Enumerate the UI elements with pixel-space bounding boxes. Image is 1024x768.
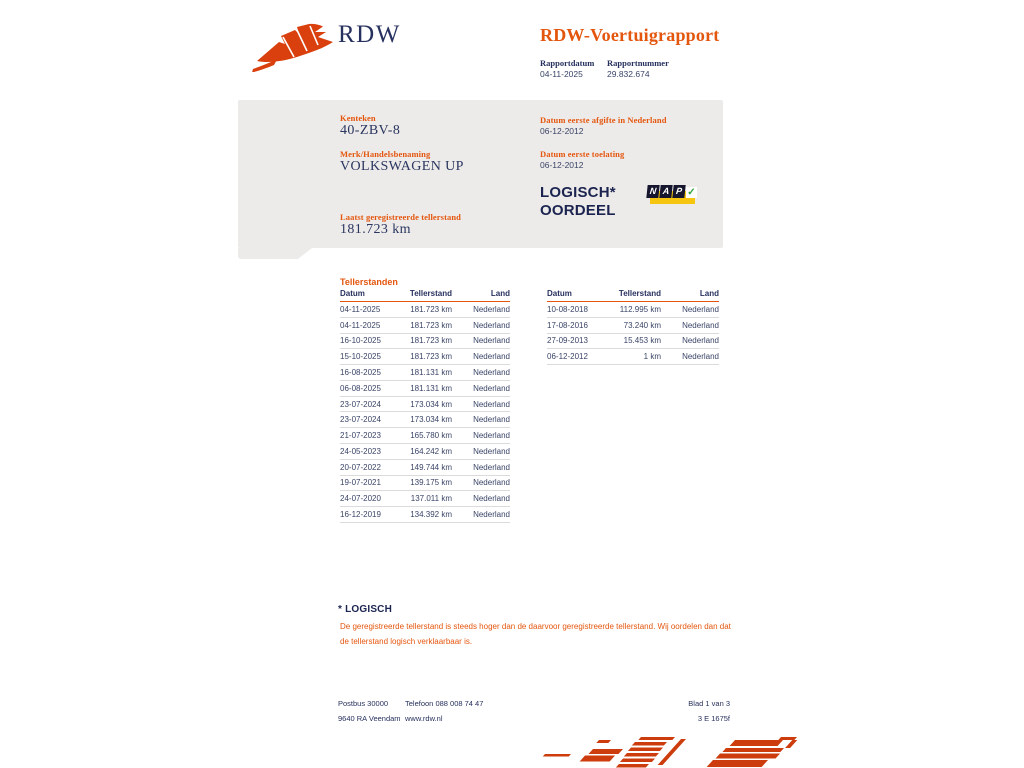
table-cell: 181.723 km — [404, 349, 452, 365]
table-cell: 173.034 km — [404, 412, 452, 428]
column-header-tellerstand: Tellerstand — [404, 289, 452, 302]
table-cell: Nederland — [661, 302, 719, 318]
oordeel-line1: LOGISCH* — [540, 184, 616, 201]
table-cell: Nederland — [452, 412, 510, 428]
table-cell: Nederland — [452, 428, 510, 444]
oordeel-line2: OORDEEL — [540, 201, 616, 219]
table-row — [340, 428, 510, 444]
table-cell: 23-07-2024 — [340, 412, 404, 428]
table-cell: 73.240 km — [611, 317, 661, 333]
table-row — [340, 333, 510, 349]
table-row — [340, 412, 510, 428]
kenteken-value: 40-ZBV-8 — [340, 123, 401, 138]
table-cell: 20-07-2022 — [340, 459, 404, 475]
table-cell: 27-09-2013 — [547, 333, 611, 349]
table-cell: 19-07-2021 — [340, 475, 404, 491]
table-cell: Nederland — [661, 349, 719, 365]
table-cell: 04-11-2025 — [340, 317, 404, 333]
table-cell: 21-07-2023 — [340, 428, 404, 444]
table-cell: Nederland — [452, 380, 510, 396]
table-row — [340, 349, 510, 365]
nap-check-icon: ✓ — [687, 187, 696, 198]
merk-value: VOLKSWAGEN UP — [340, 159, 464, 174]
table-cell: 181.131 km — [404, 365, 452, 381]
table-cell: Nederland — [452, 444, 510, 460]
column-header-land: Land — [452, 289, 510, 302]
table-cell: Nederland — [452, 491, 510, 507]
footer-address-line2: 9640 RA Veendam — [338, 714, 401, 723]
vehicle-info-box — [238, 100, 723, 248]
tellerstand-value: 181.723 km — [340, 222, 411, 237]
column-header-land: Land — [661, 289, 719, 302]
table-cell: Nederland — [452, 333, 510, 349]
table-cell: Nederland — [452, 349, 510, 365]
footer-address-line1: Postbus 30000 — [338, 699, 389, 708]
table-cell: 06-08-2025 — [340, 380, 404, 396]
table-cell: 15.453 km — [611, 333, 661, 349]
table-cell: 137.011 km — [404, 491, 452, 507]
column-header-tellerstand: Tellerstand — [611, 289, 661, 302]
logisch-explanation: De geregistreerde tellerstand is steeds hoger dan de daarvoor geregistreerde tellerstand. Wij oordelen dan dat de tellerstand logisch verklaarbaar is. — [340, 622, 731, 646]
footer-page-indicator: Blad 1 van 3 — [688, 699, 730, 708]
table-row — [340, 459, 510, 475]
kenteken-label: Kenteken — [340, 113, 376, 123]
nap-logo — [647, 185, 697, 208]
table-cell: Nederland — [452, 459, 510, 475]
table-cell: 165.780 km — [404, 428, 452, 444]
report-date-value: 04-11-2025 — [540, 69, 583, 79]
table-cell: 06-12-2012 — [547, 349, 611, 365]
table-cell: 181.723 km — [404, 302, 452, 318]
eerste-toelating-label: Datum eerste toelating — [540, 149, 625, 159]
table-header-row — [547, 289, 719, 302]
report-date-label: Rapportdatum — [540, 58, 595, 68]
table-cell: Nederland — [452, 396, 510, 412]
table-row — [340, 507, 510, 523]
table-cell: 112.995 km — [611, 302, 661, 318]
eerste-afgifte-label: Datum eerste afgifte in Nederland — [540, 115, 667, 125]
table-cell: Nederland — [452, 365, 510, 381]
table-cell: Nederland — [452, 302, 510, 318]
table-cell: Nederland — [661, 317, 719, 333]
table-cell: 181.723 km — [404, 333, 452, 349]
table-cell: 24-07-2020 — [340, 491, 404, 507]
table-cell: 16-12-2019 — [340, 507, 404, 523]
report-title: RDW-Voertuigrapport — [540, 25, 720, 45]
rdw-wing-icon — [252, 20, 336, 72]
table-row — [340, 491, 510, 507]
eerste-toelating-value: 06-12-2012 — [540, 160, 584, 170]
eerste-afgifte-value: 06-12-2012 — [540, 126, 584, 136]
table-row — [340, 365, 510, 381]
tellerstanden-section-title: Tellerstanden — [340, 277, 398, 287]
table-row — [547, 349, 719, 365]
table-cell: 24-05-2023 — [340, 444, 404, 460]
table-row — [547, 333, 719, 349]
tellerstanden-table-right — [547, 289, 719, 365]
merk-label: Merk/Handelsbenaming — [340, 149, 431, 159]
table-cell: 1 km — [611, 349, 661, 365]
table-cell: 16-08-2025 — [340, 365, 404, 381]
nap-letter-a: A — [659, 185, 672, 198]
table-cell: 15-10-2025 — [340, 349, 404, 365]
table-row — [547, 302, 719, 318]
report-number-value: 29.832.674 — [607, 69, 650, 79]
table-cell: 10-08-2018 — [547, 302, 611, 318]
footer-phone: Telefoon 088 008 74 47 — [405, 699, 484, 708]
report-number-label: Rapportnummer — [607, 58, 669, 68]
table-cell: 139.175 km — [404, 475, 452, 491]
tellerstand-label: Laatst geregistreerde tellerstand — [340, 212, 462, 222]
logisch-heading: * LOGISCH — [338, 604, 393, 615]
oordeel-verdict — [540, 184, 616, 219]
table-cell: 04-11-2025 — [340, 302, 404, 318]
tellerstanden-table-left — [340, 289, 510, 523]
table-row — [340, 444, 510, 460]
table-row — [340, 380, 510, 396]
rdw-stripe-pattern-graphic — [543, 737, 798, 768]
table-row — [340, 302, 510, 318]
nap-letter-n: N — [646, 185, 659, 198]
table-row — [340, 475, 510, 491]
nap-letter-p: P — [672, 185, 685, 198]
rdw-logo-text: RDW — [338, 21, 401, 48]
vehicle-info-box-tail — [238, 248, 312, 259]
table-cell: 149.744 km — [404, 459, 452, 475]
column-header-datum: Datum — [340, 289, 404, 302]
column-header-datum: Datum — [547, 289, 611, 302]
table-cell: Nederland — [661, 333, 719, 349]
table-cell: Nederland — [452, 317, 510, 333]
footer-doc-code: 3 E 1675f — [697, 714, 730, 723]
table-row — [340, 317, 510, 333]
table-cell: 17-08-2016 — [547, 317, 611, 333]
table-cell: 23-07-2024 — [340, 396, 404, 412]
table-row — [547, 317, 719, 333]
table-cell: Nederland — [452, 475, 510, 491]
table-row — [340, 396, 510, 412]
table-cell: 164.242 km — [404, 444, 452, 460]
table-cell: 181.723 km — [404, 317, 452, 333]
footer-website: www.rdw.nl — [405, 714, 443, 723]
table-cell: Nederland — [452, 507, 510, 523]
table-cell: 173.034 km — [404, 396, 452, 412]
table-cell: 134.392 km — [404, 507, 452, 523]
table-header-row — [340, 289, 510, 302]
table-cell: 181.131 km — [404, 380, 452, 396]
table-cell: 16-10-2025 — [340, 333, 404, 349]
